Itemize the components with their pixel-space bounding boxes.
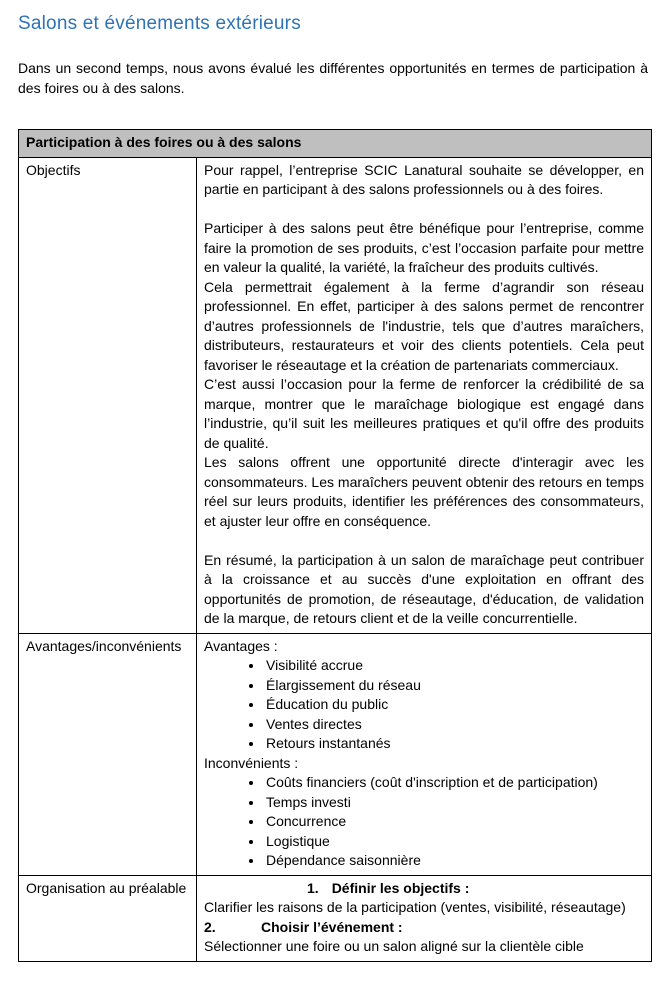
- bullet-item: • Visibilité accrue: [264, 656, 644, 676]
- objectifs-paragraph: Participer à des salons peut être bénéfique pour l’entreprise, comme faire la promotion de ses produits, c’est l’occasion parfaite pour mettre en valeur la qualité, la variété, la fraîcheur des produits cultivés.: [204, 220, 644, 275]
- objectifs-content-cell: [197, 157, 652, 633]
- bullet-item: • Concurrence: [264, 812, 644, 832]
- step-1-heading: [204, 879, 644, 899]
- inconvenients-list: [204, 773, 644, 871]
- bullet-item: • Éducation du public: [264, 695, 644, 715]
- avantages-list: [204, 656, 644, 754]
- table-header-title: Participation à des foires ou à des salons: [19, 130, 652, 158]
- step-2-number: 2.: [204, 918, 216, 935]
- bullet-item: • Logistique: [264, 832, 644, 852]
- step-2-heading: [204, 918, 644, 938]
- bullet-item: • Retours instantanés: [264, 734, 644, 754]
- bullet-item: • Ventes directes: [264, 715, 644, 735]
- row-label-avantages-inconvenients: Avantages/inconvénients: [19, 633, 197, 875]
- bullet-item: • Dépendance saisonnière: [264, 851, 644, 871]
- objectifs-paragraph: Pour rappel, l’entreprise SCIC Lanatural souhaite se développer, en partie en participant à des salons professionnels ou à des foires.: [204, 161, 644, 197]
- row-label-organisation: Organisation au préalable: [19, 875, 197, 961]
- step-1-number: 1.: [307, 879, 319, 896]
- table-header-row: [19, 130, 652, 158]
- objectifs-paragraph: Cela permettrait également à la ferme d’agrandir son réseau professionnel. En effet, participer à des salons permet de rencontrer d’autres professionnels de l'industrie, tels que d’autres maraîchers, distributeurs, restaurateurs et voir des clients potentiels. Cela peut favoriser le réseautage et la création de partenariats commerciaux.: [204, 278, 644, 373]
- organisation-content-cell: [197, 875, 652, 961]
- step-2-title: Choisir l’événement :: [261, 918, 403, 935]
- avantages-content-cell: [197, 633, 652, 875]
- objectifs-paragraph: En résumé, la participation à un salon de maraîchage peut contribuer à la croissance et au succès d'une exploitation en offrant des opportunités de promotion, de réseautage, d'éducation, de validation de la marque, de retours client et de la veille concurrentielle.: [204, 551, 644, 626]
- bullet-item: • Élargissement du réseau: [264, 676, 644, 696]
- intro-paragraph: Dans un second temps, nous avons évalué les différentes opportunités en termes de participation à des foires ou à des salons.: [18, 60, 648, 96]
- table-row-organisation: [19, 875, 652, 961]
- inconvenients-title: Inconvénients :: [204, 754, 299, 771]
- table-row-objectifs: [19, 157, 652, 633]
- objectifs-paragraph: C’est aussi l’occasion pour la ferme de renforcer la crédibilité de sa marque, montrer que le maraîchage biologique est engagé dans l’industrie, qu’il suit les meilleures pratiques et qu'il offre des produits de qualité.: [204, 376, 644, 451]
- table-row-avantages-inconvenients: [19, 633, 652, 875]
- step-1-description: Clarifier les raisons de la participation (ventes, visibilité, réseautage): [204, 899, 626, 915]
- avantages-title: Avantages :: [204, 637, 278, 654]
- row-label-objectifs: Objectifs: [19, 157, 197, 633]
- bullet-item: • Temps investi: [264, 793, 644, 813]
- bullet-item: • Coûts financiers (coût d'inscription et de participation): [264, 773, 644, 793]
- page-title: Salons et événements extérieurs: [18, 13, 301, 34]
- step-1-title: Définir les objectifs :: [331, 879, 470, 896]
- participation-table: [18, 129, 652, 962]
- step-2-description: Sélectionner une foire ou un salon aligné sur la clientèle cible: [204, 938, 584, 954]
- objectifs-paragraph: Les salons offrent une opportunité directe d'interagir avec les consommateurs. Les maraîchers peuvent obtenir des retours en temps réel sur leurs produits, identifier les préférences des consommateurs, et ajuster leur offre en conséquence.: [204, 454, 644, 529]
